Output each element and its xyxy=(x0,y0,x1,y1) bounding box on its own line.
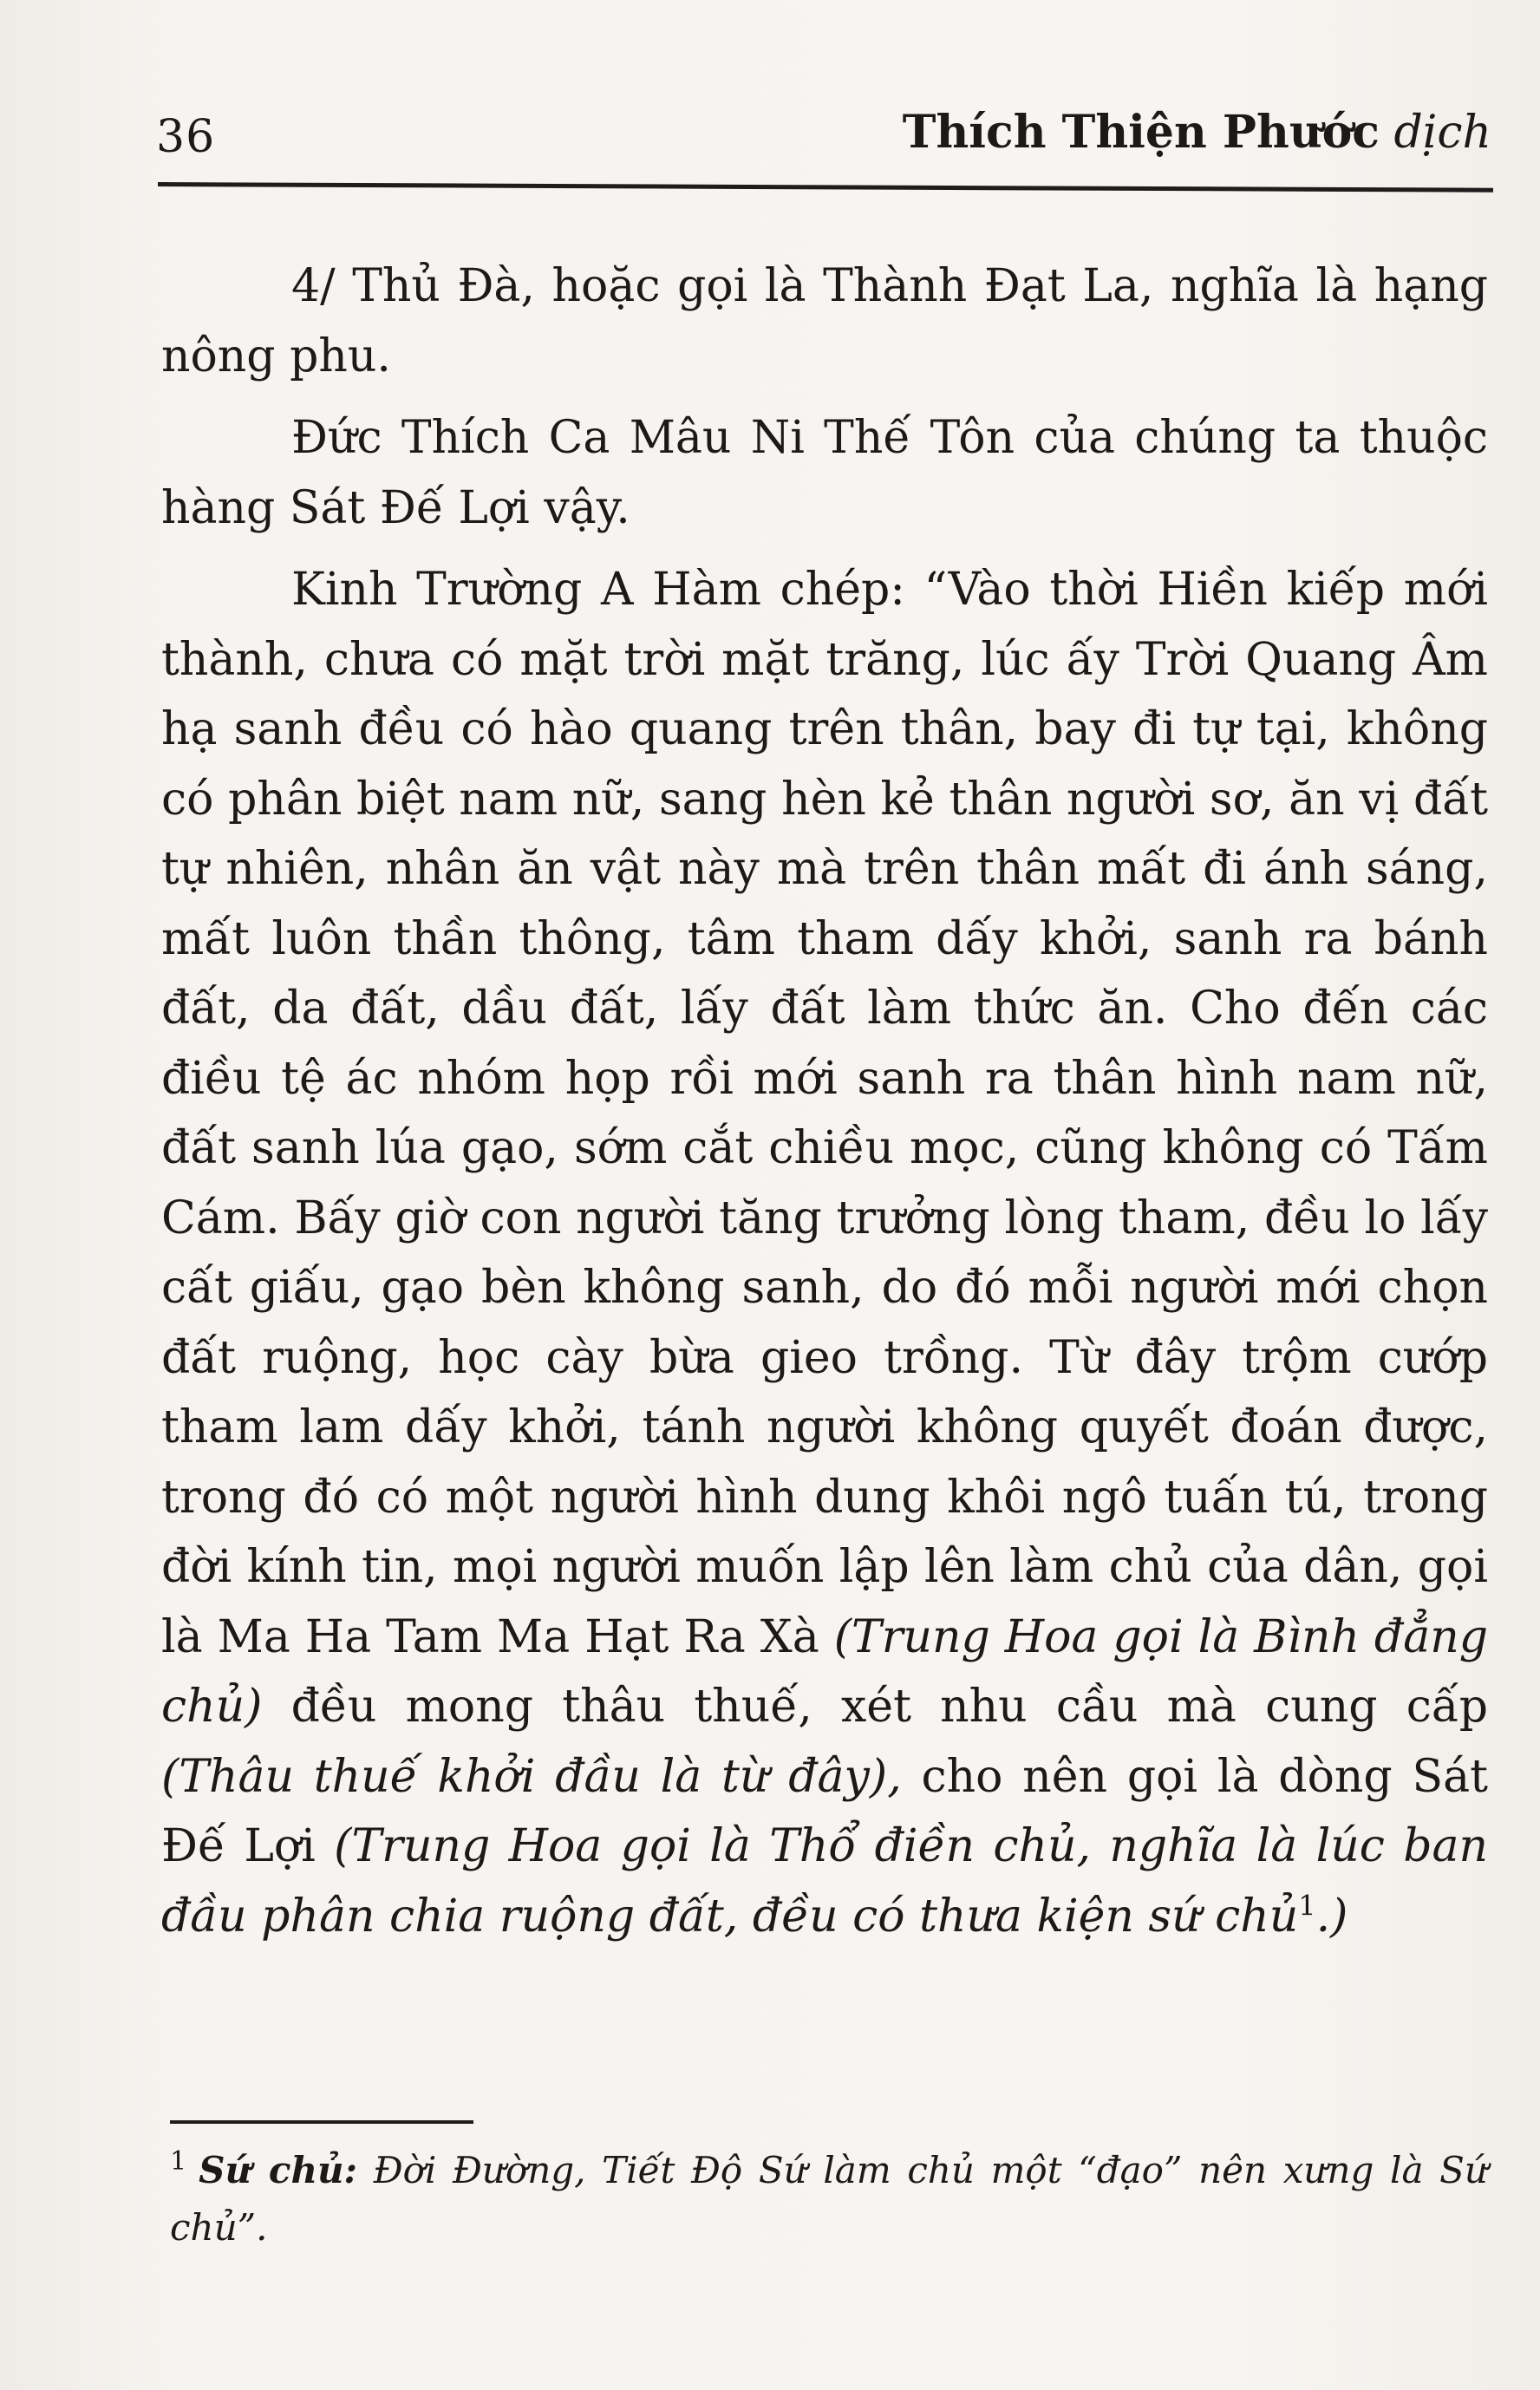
footnote-reference[interactable]: 1 xyxy=(1298,1889,1316,1923)
paragraph-2: Đức Thích Ca Mâu Ni Thế Tôn của chúng ta thuộc hàng Sát Đế Lợi vậy. xyxy=(161,412,1488,534)
footnote-mark: 1 xyxy=(170,2146,187,2177)
paragraph-3-note-b: (Trung Hoa gọi là Bình đẳng chủ) xyxy=(161,1610,1488,1733)
body-text xyxy=(161,251,1488,1963)
footnote-rule xyxy=(170,2120,473,2124)
running-head-suffix: dịch xyxy=(1393,107,1491,159)
paragraph-1: 4/ Thủ Đà, hoặc gọi là Thành Đạt La, nghĩa là hạng nông phu. xyxy=(161,260,1488,382)
paragraph-3-note-f: (Trung Hoa gọi là Thổ điền chủ, nghĩa là lúc ban đầu phân chia ruộng đất, đều có thưa kiện sứ chủ xyxy=(161,1820,1488,1943)
page-header xyxy=(156,102,1491,172)
paragraph-3-text-e: cho nên gọi là dòng Sát Đế Lợi xyxy=(161,1750,1488,1872)
running-head xyxy=(903,106,1491,159)
paragraph-3-text-a: Kinh Trường A Hàm chép: “Vào thời Hiền kiếp mới thành, chưa có mặt trời mặt trăng, lúc ấy Trời Quang Âm hạ sanh đều có hào quang trên thân, bay đi tự tại, không có phân biệt nam nữ, sang hèn kẻ thân người sơ, ăn vị đất tự nhiên, nhân ăn vật này mà trên thân mất đi ánh sáng, mất luôn thần thông, tâm tham dấy khởi, sanh ra bánh đất, da đất, dầu đất, lấy đất làm thức ăn. Cho đến các điều tệ ác nhóm họp rồi mới sanh ra thân hình nam nữ, đất sanh lúa gạo, sớm cắt chiều mọc, cũng không có Tấm Cám. Bấy giờ con người tăng trưởng lòng tham, đều lo lấy cất giấu, gạo bèn không sanh, do đó mỗi người mới chọn đất ruộng, học cày bừa gieo trồng. Từ đây trộm cướp tham lam dấy khởi, tánh người không quyết đoán được, trong đó có một người hình dung khôi ngô tuấn tú, trong đời kính tin, mọi người muốn lập lên làm chủ của dân, gọi là Ma Ha Tam Ma Hạt Ra Xà xyxy=(161,564,1488,1663)
header-rule xyxy=(158,182,1493,193)
running-head-title: Thích Thiện Phước xyxy=(902,106,1380,159)
paragraph-3-note-d: (Thâu thuế khởi đầu là từ đây), xyxy=(161,1750,902,1803)
paragraph-3-text-c: đều mong thâu thuế, xét nhu cầu mà cung cấp xyxy=(290,1681,1489,1733)
footnote-term: Sứ chủ: xyxy=(199,2149,358,2191)
page-number: 36 xyxy=(156,111,216,163)
paragraph-3-text-g: .) xyxy=(1315,1890,1348,1943)
footnote xyxy=(170,2142,1488,2256)
paragraph-3 xyxy=(161,555,1488,1951)
footnote-text: Đời Đường, Tiết Độ Sứ làm chủ một “đạo” nên xưng là Sứ chủ”. xyxy=(170,2149,1488,2249)
